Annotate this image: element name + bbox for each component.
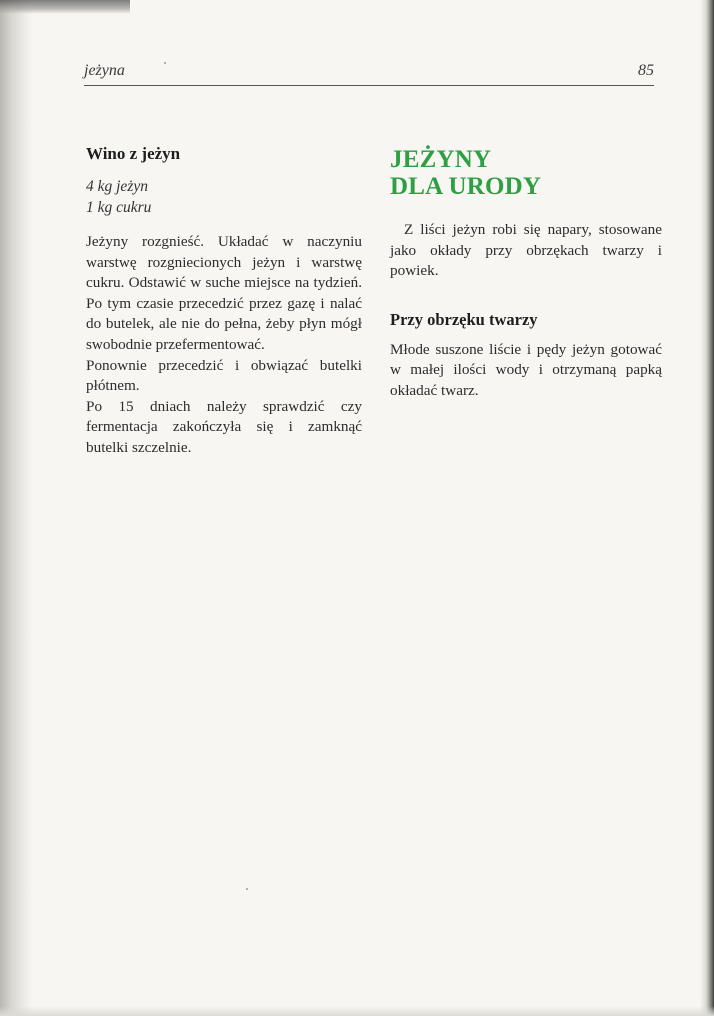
remedy-paragraph: Młode suszone liście i pędy jeżyn gotować w małej ilości wody i otrzymaną papką okładać twarz. xyxy=(390,340,662,399)
section-title xyxy=(390,146,662,200)
recipe-title: Wino z jeżyn xyxy=(86,144,181,163)
scan-speck xyxy=(164,62,166,64)
ingredient-item: 4 kg jeżyn xyxy=(86,178,148,195)
left-column xyxy=(86,144,362,459)
scan-speck xyxy=(246,888,248,890)
intro-text xyxy=(390,220,662,282)
intro-paragraph: Z liści jeżyn robi się napary, stosowane jako okłady przy obrzękach twarzy i powiek. xyxy=(390,221,662,280)
header-rule xyxy=(84,85,654,86)
page-number: 85 xyxy=(638,62,654,79)
recipe-body xyxy=(86,232,362,459)
running-head: jeżyna xyxy=(84,62,125,79)
page-edge-right xyxy=(700,0,714,1016)
ingredient-item: 1 kg cukru xyxy=(86,199,152,216)
recipe-paragraph: Jeżyny rozgnieść. Układać w naczyniu warstwę rozgniecionych jeżyn i warstwę cukru. Odstawić w suche miejsce na tydzień. Po tym czasie przecedzić przez gazę i nalać do butelek, ale nie do pełna, żeby płyn mógł swobodnie przefermentować. xyxy=(86,233,362,353)
page-edge-bottom xyxy=(0,1006,714,1016)
recipe-paragraph: Po 15 dniach należy sprawdzić czy fermentacja zakończyła się i zamknąć butelki szczelnie. xyxy=(86,397,362,456)
section-title-line: DLA URODY xyxy=(390,173,542,200)
section-title-line: JEŻYNY xyxy=(390,146,492,173)
ingredients-list xyxy=(86,176,362,218)
page-edge-left xyxy=(0,0,32,1016)
right-column xyxy=(390,144,662,402)
remedy-text xyxy=(390,340,662,402)
subheading: Przy obrzęku twarzy xyxy=(390,309,538,329)
page-edge-top xyxy=(0,0,130,14)
recipe-paragraph: Ponownie przecedzić i obwiązać butelki płótnem. xyxy=(86,356,362,395)
